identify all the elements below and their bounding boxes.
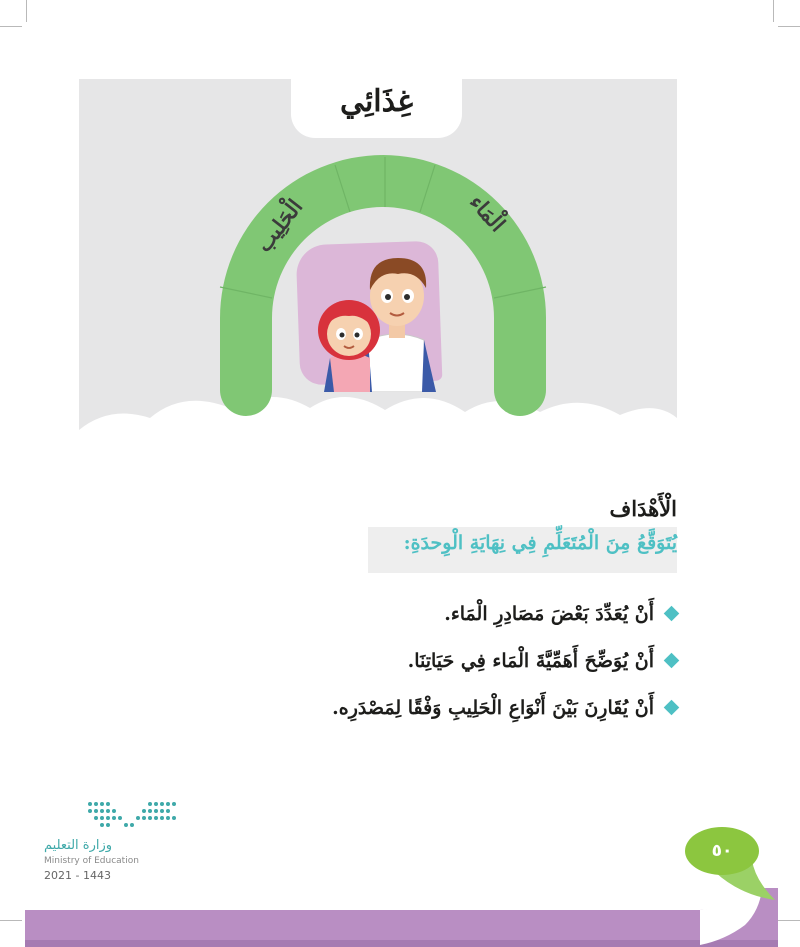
- goals-title: الْأَهْدَاف: [609, 496, 677, 521]
- page-number: ٥٠: [711, 841, 733, 861]
- goals-subtitle: يُتَوَقَّعُ مِنَ الْمُتَعَلِّمِ فِي نِهَايَةِ الْوِحدَةِ:: [403, 532, 677, 554]
- objective-text: أَنْ يُقَارِنَ بَيْنَ أَنْوَاعِ الْحَلِيبِ وَفْقًا لِمَصْدَرِه.: [332, 696, 654, 719]
- objective-text: أَنْ يُعَدِّدَ بَعْضَ مَصَادِرِ الْمَاء.: [444, 602, 654, 625]
- objective-text: أَنْ يُوَضِّحَ أَهَمِّيَّةَ الْمَاء فِي حَيَاتِنَا.: [407, 649, 654, 672]
- arch-label-milk: الْحَلِيب: [250, 194, 308, 257]
- ministry-name-arabic: وزارة التعليم: [44, 838, 113, 853]
- unit-title: غِذَائِي: [339, 84, 414, 119]
- edition-year: 2021 - 1443: [44, 869, 111, 882]
- arch-label-water: الْمَاء: [464, 189, 511, 237]
- ministry-name-english: Ministry of Education: [44, 856, 139, 866]
